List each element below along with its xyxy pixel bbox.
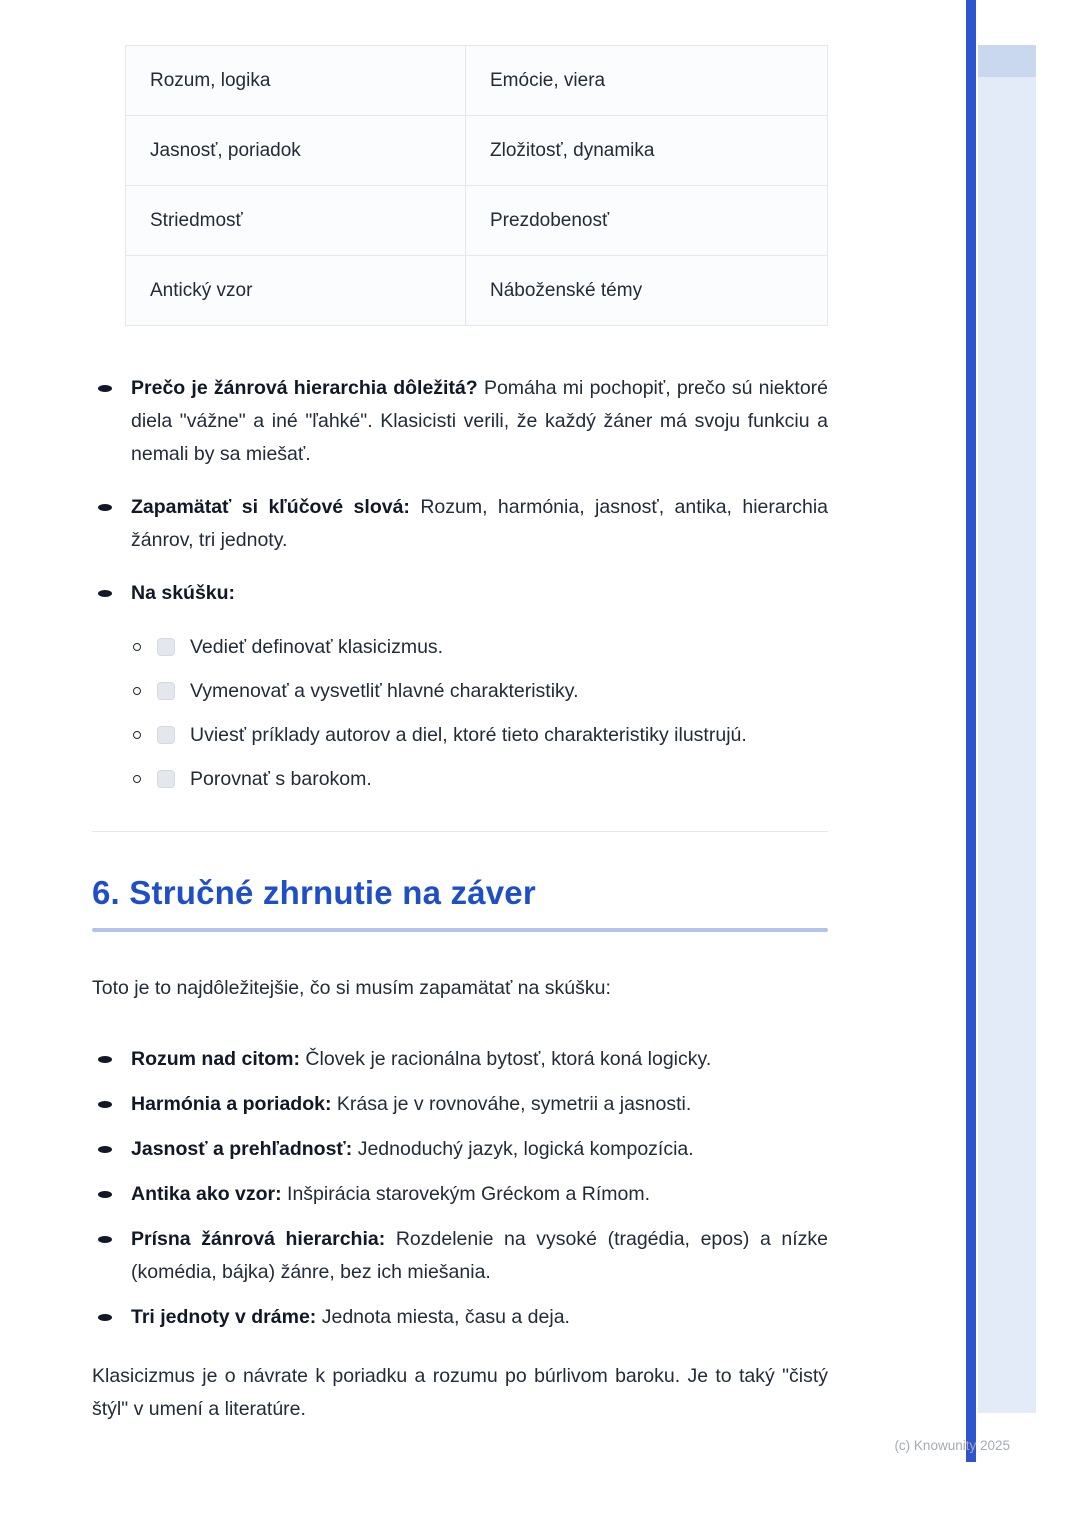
list-item — [92, 1043, 828, 1076]
list-item-body: Rozdelenie na vysoké (tragédia, epos) a nízke (komédia, bájka) žánre, bez ich miešania. — [131, 1228, 829, 1283]
list-item — [92, 491, 828, 557]
exam-checklist — [133, 634, 828, 797]
list-item-text — [131, 1043, 828, 1076]
table-cell: Emócie, viera — [466, 46, 828, 116]
table-cell: Náboženské témy — [466, 256, 828, 326]
bullet-icon — [98, 1056, 112, 1063]
list-item — [92, 1133, 828, 1166]
table-cell: Prezdobenosť — [466, 186, 828, 256]
circle-bullet-icon — [133, 643, 141, 651]
list-item-body: Pomáha mi pochopiť, prečo sú niektoré diela "vážne" a iné "ľahké". Klasicisti verili, že každý žáner má svoju funkciu a nemali by sa miešať. — [131, 377, 829, 465]
checkbox[interactable] — [157, 770, 175, 788]
bullet-icon — [98, 1101, 112, 1108]
list-item-body: Rozum, harmónia, jasnosť, antika, hierarchia žánrov, tri jednoty. — [131, 496, 829, 551]
list-item-lead: Na skúšku: — [131, 582, 236, 604]
section-divider — [92, 831, 828, 832]
summary-intro: Toto je to najdôležitejšie, čo si musím zapamätať na skúšku: — [92, 977, 611, 999]
bullet-icon — [98, 590, 112, 597]
list-item-body: Jednoduchý jazyk, logická kompozícia. — [357, 1138, 694, 1160]
list-item-lead: Rozum nad citom: — [131, 1048, 300, 1070]
list-item-body: Krása je v rovnováhe, symetrii a jasnosti. — [336, 1093, 692, 1115]
table-row — [126, 46, 828, 116]
table-row — [126, 116, 828, 186]
checkbox[interactable] — [157, 726, 175, 744]
list-item-body: Inšpirácia starovekým Gréckom a Rímom. — [287, 1183, 651, 1205]
list-item-lead: Antika ako vzor: — [131, 1183, 282, 1205]
list-item-lead: Tri jednoty v dráme: — [131, 1306, 317, 1328]
list-item — [92, 1223, 828, 1289]
list-item-lead: Jasnosť a prehľadnosť: — [131, 1138, 353, 1160]
checklist-item-label: Porovnať s barokom. — [190, 768, 372, 790]
table-row — [126, 256, 828, 326]
list-item-text — [131, 1178, 828, 1211]
list-item-lead: Prísna žánrová hierarchia: — [131, 1228, 386, 1250]
list-item — [92, 372, 828, 471]
circle-bullet-icon — [133, 687, 141, 695]
bullet-icon — [98, 1236, 112, 1243]
checklist-item-label: Uviesť príklady autorov a diel, ktoré tieto charakteristiky ilustrujú. — [190, 724, 747, 746]
summary-bullet-list — [92, 1043, 828, 1334]
scrollbar-thumb[interactable] — [978, 45, 1036, 77]
table-cell: Jasnosť, poriadok — [126, 116, 466, 186]
list-item — [92, 1178, 828, 1211]
list-item-text — [131, 1301, 828, 1334]
checklist-item — [133, 722, 828, 753]
notes-bullet-list — [92, 372, 828, 610]
table-cell: Striedmosť — [126, 186, 466, 256]
list-item-body: Človek je racionálna bytosť, ktorá koná logicky. — [305, 1048, 712, 1070]
table-cell: Zložitosť, dynamika — [466, 116, 828, 186]
table-cell: Rozum, logika — [126, 46, 466, 116]
heading-underline — [92, 928, 828, 932]
bullet-icon — [98, 1314, 112, 1321]
list-item-text — [131, 1133, 828, 1166]
circle-bullet-icon — [133, 775, 141, 783]
list-item-text — [131, 1088, 828, 1121]
list-item-text — [131, 372, 828, 471]
page-content — [92, 0, 828, 1426]
page-edge-bar — [966, 0, 976, 1462]
list-item — [92, 1301, 828, 1334]
table-cell: Antický vzor — [126, 256, 466, 326]
list-item — [92, 577, 828, 610]
checklist-item-label: Vedieť definovať klasicizmus. — [190, 636, 444, 658]
bullet-icon — [98, 1146, 112, 1153]
list-item — [92, 1088, 828, 1121]
checklist-item-label: Vymenovať a vysvetliť hlavné charakteristiky. — [190, 680, 579, 702]
checkbox[interactable] — [157, 638, 175, 656]
section-heading: 6. Stručné zhrnutie na záver — [92, 874, 536, 911]
list-item-lead: Prečo je žánrová hierarchia dôležitá? — [131, 377, 478, 399]
bullet-icon — [98, 1191, 112, 1198]
scrollbar-track[interactable] — [978, 45, 1036, 1413]
circle-bullet-icon — [133, 731, 141, 739]
list-item-text — [131, 577, 828, 610]
checkbox[interactable] — [157, 682, 175, 700]
summary-outro: Klasicizmus je o návrate k poriadku a rozumu po búrlivom baroku. Je to taký "čistý štýl" v umení a literatúre. — [92, 1365, 828, 1420]
list-item-lead: Zapamätať si kľúčové slová: — [131, 496, 410, 518]
comparison-table — [125, 45, 828, 326]
list-item-text — [131, 1223, 828, 1289]
table-row — [126, 186, 828, 256]
checklist-item — [133, 634, 828, 665]
list-item-text — [131, 491, 828, 557]
list-item-lead: Harmónia a poriadok: — [131, 1093, 332, 1115]
copyright-note: (c) Knowunity 2025 — [894, 1438, 1010, 1453]
bullet-icon — [98, 504, 112, 511]
checklist-item — [133, 678, 828, 709]
list-item-body: Jednota miesta, času a deja. — [321, 1306, 570, 1328]
bullet-icon — [98, 385, 112, 392]
checklist-item — [133, 766, 828, 797]
